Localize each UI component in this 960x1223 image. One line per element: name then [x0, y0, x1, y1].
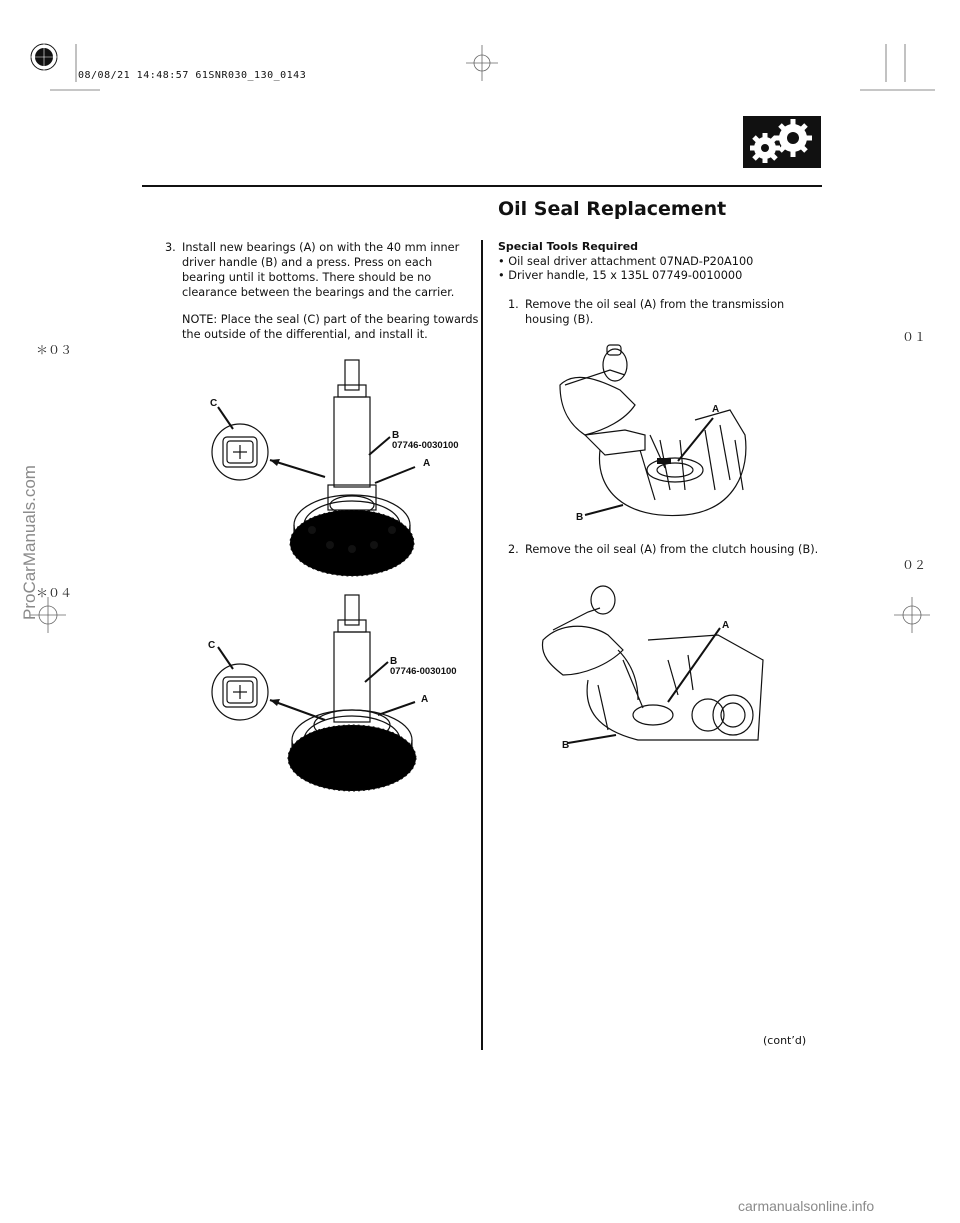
tool-item: • Driver handle, 15 x 135L 07749-0010000 — [498, 269, 743, 282]
figure-clutch-housing — [528, 580, 773, 755]
watermark-bottom: carmanualsonline.info — [738, 1198, 875, 1214]
step-number: 2. — [508, 543, 519, 556]
callout-a: A — [423, 458, 431, 469]
step-number: 1. — [508, 298, 519, 311]
note-text: NOTE: Place the seal (C) part of the bearing towards the outside of the differential, and install it. — [182, 313, 479, 341]
callout-c: C — [208, 640, 216, 651]
margin-mark: ＊０４ — [36, 586, 73, 600]
figure-transmission-housing — [545, 340, 760, 525]
step-1 — [508, 297, 808, 327]
registration-target-icon — [28, 41, 60, 73]
continued-label: (cont’d) — [763, 1034, 807, 1047]
figure-bearing-install-1 — [200, 355, 450, 580]
callout-b: B — [390, 656, 398, 667]
part-number: 07746-0030100 — [392, 440, 459, 451]
tool-item: • Oil seal driver attachment 07NAD-P20A100 — [498, 255, 754, 268]
step-3 — [165, 240, 475, 300]
step-text: Remove the oil seal (A) from the transmission housing (B). — [525, 298, 785, 326]
step-number: 3. — [165, 241, 176, 254]
callout-a: A — [712, 404, 720, 415]
callout-b: B — [392, 430, 400, 441]
step-text: Remove the oil seal (A) from the clutch housing (B). — [525, 543, 819, 556]
header-rule — [142, 185, 822, 187]
page-title: Oil Seal Replacement — [498, 198, 727, 220]
figure-bearing-install-2 — [200, 590, 450, 800]
callout-b: B — [562, 740, 570, 751]
part-number: 07746-0030100 — [390, 666, 457, 677]
margin-mark: ０２ — [902, 558, 927, 572]
margin-mark: ＊０３ — [36, 343, 73, 357]
special-tools-title: Special Tools Required — [498, 240, 639, 253]
step-text: Install new bearings (A) on with the 40 mm inner driver handle (B) and a press. Press on each bearing until it bottoms. There should be no clearance between the bearings and the carrier. — [182, 241, 460, 299]
callout-b: B — [576, 512, 584, 523]
callout-a: A — [421, 694, 429, 705]
callout-a: A — [722, 620, 730, 631]
gears-icon — [743, 116, 821, 168]
watermark-left: ProCarManuals.com — [20, 465, 39, 620]
callout-c: C — [210, 398, 218, 409]
margin-mark: ０１ — [902, 330, 927, 344]
step-2 — [508, 542, 838, 557]
print-timestamp: 08/08/21 14:48:57 61SNR030_130_0143 — [78, 70, 307, 81]
column-divider — [481, 240, 483, 1050]
